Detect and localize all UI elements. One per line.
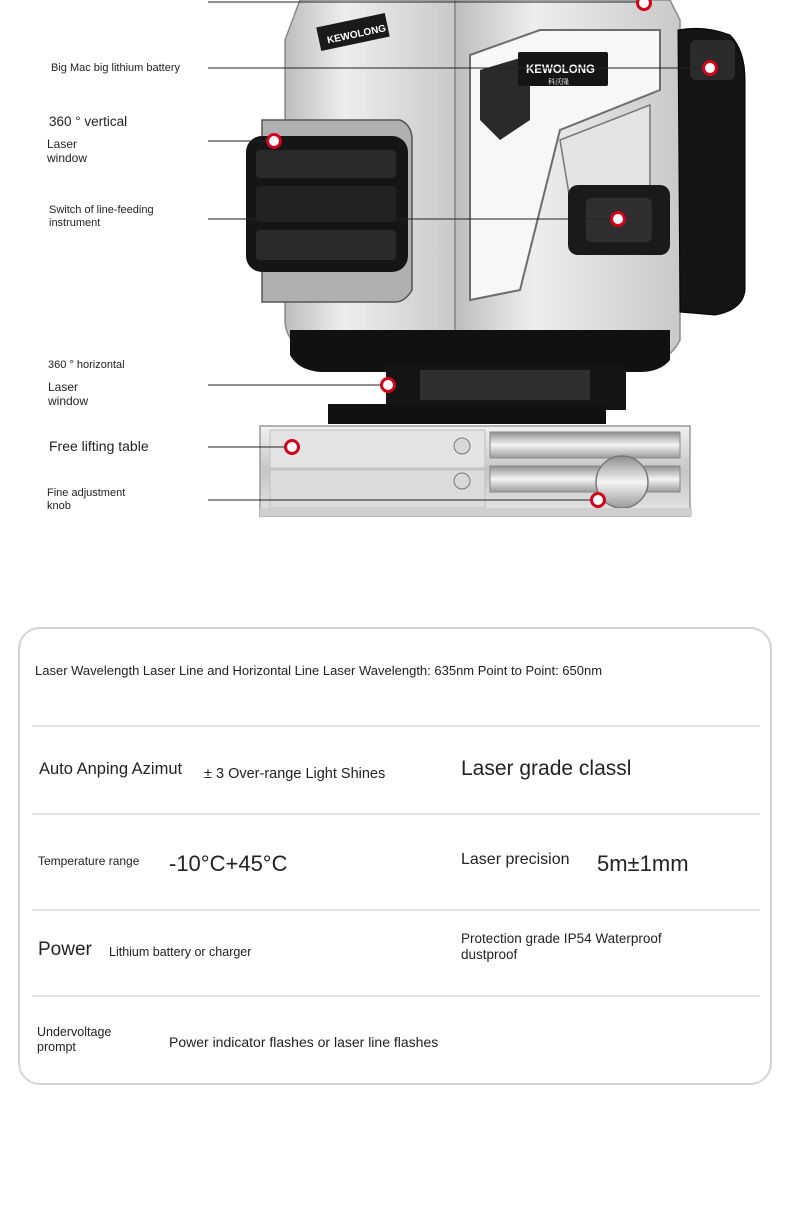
spec-temperature-label: Temperature range	[38, 854, 140, 868]
marker-dot-switch	[612, 213, 625, 226]
spec-undervoltage-label: Undervoltage prompt	[37, 1025, 112, 1054]
callout-horizontal-title: 360 ° horizontal	[48, 359, 125, 371]
marker-dot-vertical	[268, 135, 281, 148]
top-logo-text: KEWOLONG	[326, 23, 388, 47]
callout-adjustment-knob: Fine adjustment knob	[47, 487, 126, 512]
spec-divider	[32, 909, 760, 911]
spec-auto-anping-label: Auto Anping Azimut	[39, 760, 183, 778]
logo-text: KEWOLONG	[526, 64, 595, 76]
callout-vertical-window: Laser window	[47, 137, 88, 165]
spec-divider	[32, 813, 760, 815]
callout-switch: Switch of line-feeding instrument	[49, 204, 154, 229]
spec-laser-grade: Laser grade classl	[461, 757, 632, 780]
marker-dot-horizontal	[382, 379, 395, 392]
spec-precision-value: 5m±1mm	[597, 851, 689, 876]
callout-lifting-table: Free lifting table	[49, 438, 149, 454]
spec-divider	[32, 725, 760, 727]
spec-wavelength: Laser Wavelength Laser Line and Horizontal Line Laser Wavelength: 635nm Point to Point: 650nm	[35, 663, 603, 678]
callout-vertical-title: 360 ° vertical	[49, 114, 128, 129]
spec-divider	[32, 995, 760, 997]
callout-horizontal-window: Laser window	[48, 380, 89, 408]
laser-level-illustration	[0, 0, 790, 560]
marker-dot-table	[286, 441, 299, 454]
spec-precision-label: Laser precision	[461, 851, 570, 868]
logo-text-cn: 科沃隆	[548, 78, 569, 86]
marker-dot-knob	[592, 494, 605, 507]
callout-battery: Big Mac big lithium battery	[51, 62, 180, 74]
marker-dot-top	[638, 0, 651, 10]
spec-power-label: Power	[38, 939, 92, 960]
product-diagram	[0, 0, 790, 560]
spec-temperature-value: -10°C+45°C	[169, 851, 288, 876]
spec-protection: Protection grade IP54 Waterproof dustproof	[461, 931, 662, 963]
spec-auto-anping-value: ± 3 Over-range Light Shines	[204, 766, 386, 782]
spec-card	[18, 627, 772, 1085]
marker-dot-battery	[704, 62, 717, 75]
spec-power-value: Lithium battery or charger	[109, 945, 252, 959]
spec-undervoltage-value: Power indicator flashes or laser line flashes	[169, 1034, 439, 1050]
